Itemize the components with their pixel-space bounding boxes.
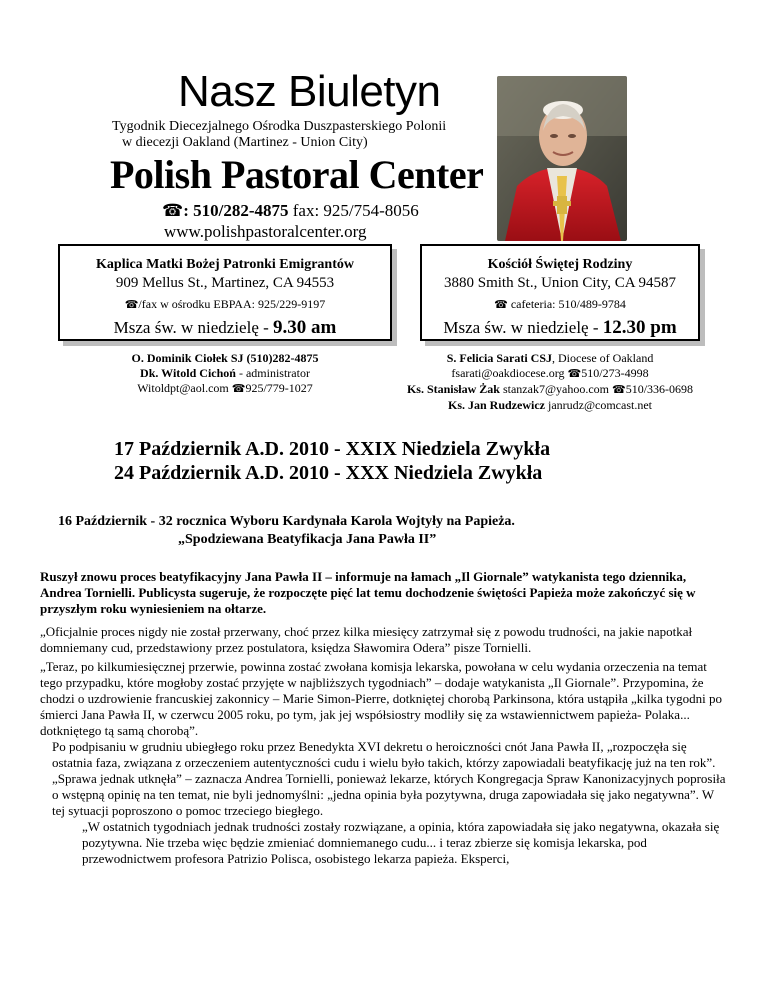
article-paragraph-2c: „W ostatnich tygodniach jednak trudności zostały rozwiązane, a opinia, która zapowiadała się jako negatywna, okazała się pozytywna. Nie trzeba więc będzie zmieniać domniemanego cudu... i teraz zbierze się komisja lekarska, pod przewodnictwem profesora Patrizio Polisca, osobistego lekarza papieża. Eksperci, <box>82 819 720 866</box>
staff-priest-zak-phone: 510/336-0698 <box>625 382 694 396</box>
article-title: „Spodziewana Beatyfikacja Jana Pawła II” <box>178 532 437 547</box>
article-paragraph-2a: „Teraz, po kilkumiesięcznej przerwie, powinna zostać zwołana komisja lekarska, powołana w celu wydania orzeczenia na temat tego przypadku, które mogłoby zostać przyjęte w najbliższych tygodniach” – dodaje watykanista „Il Giornale”. Przypomina, że chodzi o uzdrowienie francuskiej zakonnicy – Marie Simon-Pierre, dotkniętej chorobą Parkinsona, która ustąpiła „kilka tygodni po śmierci Jana Pawła II, w czerwcu 2005 roku, po tym, jak jej współsiostry modliły się za wstawiennictwem papieża- Polaka... dotkniętego tą samą chorobą”. <box>40 659 722 738</box>
chapel-address: 909 Mellus St., Martinez, CA 94553 <box>115 275 335 291</box>
church-phone: cafeteria: 510/489-9784 <box>510 297 626 311</box>
staff-deacon-phone: 925/779-1027 <box>245 381 313 395</box>
staff-sister-email[interactable]: fsarati@oakdiocese.org <box>451 366 568 380</box>
staff-list-left <box>58 351 392 397</box>
center-fax: fax: 925/754-8056 <box>292 201 419 220</box>
staff-sister-phone: 510/273-4998 <box>581 366 649 380</box>
church-address: 3880 Smith St., Union City, CA 94587 <box>444 275 676 291</box>
staff-priest-rudzewicz-name: Ks. Jan Rudzewicz <box>447 398 545 412</box>
telephone-icon: ☎ <box>612 384 626 396</box>
sunday-date-1: 17 Październik A.D. 2010 - XXIX Niedziela Zwykła <box>114 438 551 460</box>
pope-portrait <box>497 76 627 241</box>
chapel-contact <box>60 297 390 312</box>
church-mass-time <box>422 317 698 339</box>
staff-priest-zak-email[interactable]: stanzak7@yahoo.com <box>499 382 612 396</box>
staff-priest-zak-name: Ks. Stanisław Żak <box>406 382 500 396</box>
article-paragraph-2 <box>40 659 730 867</box>
anniversary-line: 16 Październik - 32 rocznica Wyboru Kardynała Karola Wojtyły na Papieża. <box>58 514 515 529</box>
center-name: Polish Pastoral Center <box>110 152 484 197</box>
staff-sister-org: , Diocese of Oakland <box>552 351 654 365</box>
mass-label: Msza św. w niedzielę - <box>113 318 274 337</box>
article-paragraph-2b: Po podpisaniu w grudniu ubiegłego roku przez Benedykta XVI dekretu o heroiczności cnót Jana Pawła II, „rozpoczęła się ostatnia faza, związana z orzeczeniem autentyczności cudu i wielu było takich, którzy zapowiadali beatyfikację już na ten rok”. „Sprawa jednak utknęła” – zaznacza Andrea Tornielli, ponieważ lekarze, których Kongregacja Spraw Kanonizacyjnych poprosiła o wstępną opinię na ten temat, nie byli jednomyślni: „jedna opinia była pozytywna, druga zapowiadała się jako negatywna”. W tej sytuacji poproszono o pomoc trzeciego biegłego. <box>52 739 726 818</box>
mass-label: Msza św. w niedzielę - <box>443 318 603 337</box>
chapel-box <box>58 244 392 341</box>
staff-deacon-role: - administrator <box>235 366 310 380</box>
telephone-icon: ☎ <box>567 368 582 380</box>
sunday-date-2: 24 Październik A.D. 2010 - XXX Niedziela Zwykła <box>114 462 543 484</box>
mass-hour: 12.30 pm <box>602 317 677 338</box>
church-box <box>420 244 700 341</box>
center-phone: : 510/282-4875 <box>183 201 289 220</box>
telephone-icon: ☎ <box>231 383 246 395</box>
mass-hour: 9.30 am <box>273 317 337 338</box>
website-link[interactable]: www.polishpastoralcenter.org <box>164 222 367 241</box>
bulletin-title: Nasz Biuletyn <box>178 67 441 116</box>
chapel-name: Kaplica Matki Bożej Patronki Emigrantów <box>96 257 354 272</box>
subtitle-line-1: Tygodnik Diecezjalnego Ośrodka Duszpasterskiego Polonii <box>112 119 447 134</box>
staff-priest-rudzewicz-email[interactable]: janrudz@comcast.net <box>544 398 652 412</box>
contact-line <box>162 201 419 221</box>
bulletin-subtitle <box>112 119 472 151</box>
staff-deacon-name: Dk. Witold Cichoń <box>140 366 236 380</box>
church-contact <box>422 297 698 312</box>
church-name: Kościół Świętej Rodziny <box>487 257 633 272</box>
telephone-icon: ☎ <box>494 299 508 311</box>
staff-list-right <box>370 351 730 413</box>
chapel-phone: /fax w ośrodku EBPAA: 925/229-9197 <box>138 297 326 311</box>
staff-deacon-email[interactable]: Witoldpt@aol.com <box>137 381 232 395</box>
staff-sister-name: S. Felicia Sarati CSJ <box>446 351 553 365</box>
chapel-mass-time <box>60 317 390 339</box>
article-paragraph-1: „Oficjalnie proces nigdy nie został przerwany, choć przez kilka miesięcy zatrzymał się z powodu trudności, na jakie napotkał domniemany cud, przedstawiony przez postulatora, księdza Sławomira Odera” pisze Tornielli. <box>40 624 693 655</box>
article-lead: Ruszył znowu proces beatyfikacyjny Jana Pawła II – informuje na łamach „Il Giornale” watykanista tego dziennika, Andrea Tornielli. Publicysta sugeruje, że rozpoczęte pięć lat temu dochodzenie świętości Papieża może zakończyć się w przyszłym roku wyniesieniem na ołtarze. <box>40 569 696 616</box>
subtitle-line-2: w diecezji Oakland (Martinez - Union City) <box>122 135 368 150</box>
telephone-icon: ☎ <box>124 299 139 311</box>
telephone-icon: ☎ <box>162 201 184 220</box>
article-heading <box>58 513 706 549</box>
staff-director: O. Dominik Ciołek SJ (510)282-4875 <box>131 351 319 365</box>
